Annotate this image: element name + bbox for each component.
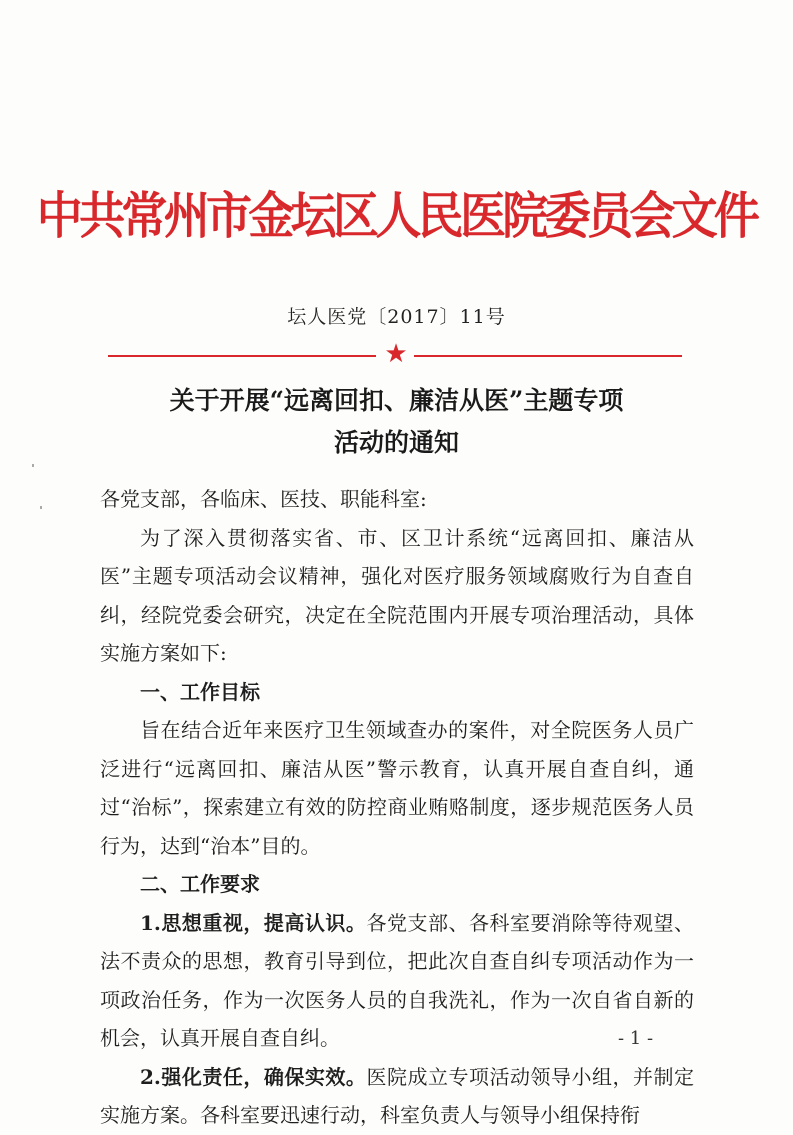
document-body (100, 480, 694, 1135)
page-number: - 1 - (618, 1028, 654, 1049)
section-heading-goals: 一、工作目标 (140, 679, 260, 704)
salutation: 各党支部，各临床、医技、职能科室: (100, 487, 427, 511)
scan-speck (32, 464, 34, 467)
requirement-item-1 (100, 904, 694, 1058)
red-divider-left (108, 355, 376, 357)
requirement-item-2-lead: 2.强化责任，确保实效。 (140, 1064, 367, 1089)
requirement-item-2 (100, 1058, 694, 1135)
notice-title-line-2: 活动的通知 (333, 428, 459, 457)
requirement-item-1-lead: 1.思想重视，提高认识。 (140, 910, 367, 935)
section-heading-requirements: 二、工作要求 (140, 872, 260, 896)
notice-title-line-1: 关于开展“远离回扣、廉洁从医”主题专项 (169, 386, 624, 415)
scan-speck (40, 506, 42, 509)
requirement-item-1-text: 各党支部、各科室要消除等待观望、法不责众的思想，教育引导到位，把此次自查自纠专项活动作为一项政治任务，作为一次医务人员的自我洗礼，作为一次自省自新的机会，认真开展自查自纠。 (100, 910, 695, 1050)
red-star-icon: ★ (384, 339, 408, 369)
red-divider-right (414, 355, 682, 357)
requirement-item-2-text: 医院成立专项活动领导小组，并制定实施方案。各科室要迅速行动，科室负责人与领导小组保持衔 (100, 1064, 695, 1127)
document-number: 坛人医党〔2017〕11号 (287, 306, 506, 328)
notice-title (60, 380, 733, 464)
intro-paragraph: 为了深入贯彻落实省、市、区卫计系统“远离回扣、廉洁从医”主题专项活动会议精神，强化对医疗服务领域腐败行为自查自纠，经院党委会研究，决定在全院范围内开展专项治理活动，具体实施方案如下: (100, 525, 694, 665)
goals-paragraph: 旨在结合近年来医疗卫生领域查办的案件，对全院医务人员广泛进行“远离回扣、廉洁从医”警示教育，认真开展自查自纠，通过“治标”，探索建立有效的防控商业贿赂制度，逐步规范医务人员行为，达到“治本”目的。 (100, 718, 694, 858)
red-header-title: 中共常州市金坛区人民医院委员会文件 (36, 186, 757, 245)
